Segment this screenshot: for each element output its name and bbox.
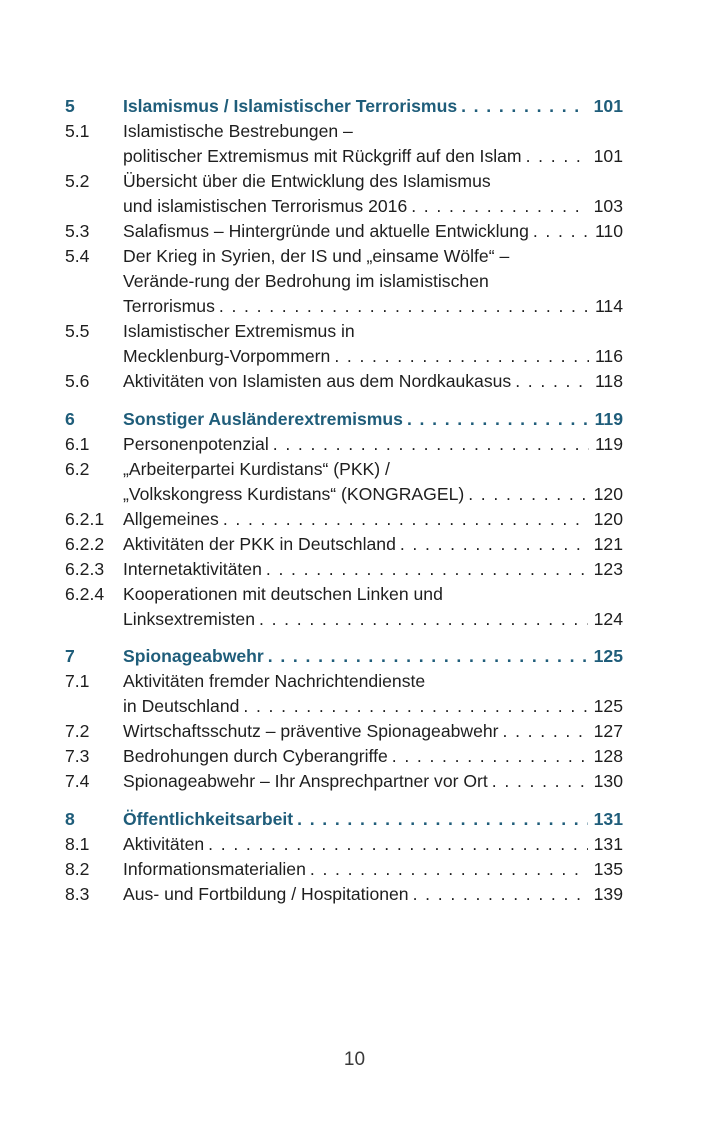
dot-leader xyxy=(269,432,589,457)
entry-number: 6.2.3 xyxy=(65,558,105,579)
toc-entry-line xyxy=(65,344,623,369)
entry-page: 127 xyxy=(593,721,623,742)
entry-text: Aktivitäten fremder Nachrichtendienste xyxy=(123,671,426,692)
entry-number: 6.2 xyxy=(65,458,90,479)
dot-leader xyxy=(255,607,588,632)
toc-entry-line xyxy=(65,169,623,194)
toc-section xyxy=(65,94,623,394)
toc-section xyxy=(65,644,623,794)
section-number: 8 xyxy=(65,808,75,829)
entry-number: 6.2.1 xyxy=(65,508,105,529)
toc-entry-line xyxy=(65,294,623,319)
dot-leader xyxy=(403,407,589,432)
entry-body xyxy=(123,669,623,694)
dot-leader xyxy=(511,369,589,394)
section-heading-body xyxy=(123,94,588,119)
section-heading-body xyxy=(123,644,588,669)
dot-leader xyxy=(529,219,589,244)
toc-entry-line xyxy=(65,269,623,294)
entry-body xyxy=(123,582,623,607)
entry-page: 131 xyxy=(593,833,623,854)
toc-section xyxy=(65,807,623,907)
dot-leader xyxy=(306,857,588,882)
section-number: 7 xyxy=(65,646,75,667)
entry-text: Allgemeines xyxy=(123,508,219,529)
entry-page: 121 xyxy=(593,533,623,554)
entry-text: und islamistischen Terrorismus 2016 xyxy=(123,196,408,216)
dot-leader xyxy=(264,644,588,669)
entry-number: 5.6 xyxy=(65,371,90,391)
toc-entry-line xyxy=(65,457,623,482)
entry-text: in Deutschland xyxy=(123,696,240,717)
table-of-contents xyxy=(65,94,623,919)
dot-leader xyxy=(499,719,588,744)
entry-text: Linksextremisten xyxy=(123,608,256,629)
entry-number: 8.1 xyxy=(65,833,90,854)
section-heading xyxy=(65,94,623,119)
toc-entry-line xyxy=(65,857,623,882)
entry-number: 5.5 xyxy=(65,321,90,341)
entry-page: 135 xyxy=(593,858,623,879)
dot-leader xyxy=(239,694,587,719)
entry-body xyxy=(123,482,588,507)
entry-body xyxy=(123,244,623,269)
dot-leader xyxy=(457,94,588,119)
entry-body xyxy=(123,457,623,482)
entry-number: 7.2 xyxy=(65,721,90,742)
entry-text: Mecklenburg-Vorpommern xyxy=(123,346,331,366)
entry-page: 118 xyxy=(594,371,623,391)
entry-number: 8.2 xyxy=(65,858,90,879)
entry-number: 8.3 xyxy=(65,883,90,904)
entry-text: Der Krieg in Syrien, der IS und „einsame Wölfe“ – xyxy=(123,246,510,266)
toc-entry-line xyxy=(65,432,623,457)
toc-entry-line xyxy=(65,882,623,907)
entry-text: „Volkskongress Kurdistans“ (KONGRAGEL) xyxy=(123,483,465,504)
entry-number: 7.3 xyxy=(65,746,90,767)
entry-text: Terrorismus xyxy=(123,296,215,316)
entry-text: politischer Extremismus mit Rückgriff auf den Islam xyxy=(123,146,522,166)
toc-entry-line xyxy=(65,669,623,694)
entry-text: Übersicht über die Entwicklung des Islamismus xyxy=(123,171,491,191)
section-heading xyxy=(65,644,623,669)
entry-text: Aktivitäten xyxy=(123,833,205,854)
section-heading xyxy=(65,407,623,432)
entry-number: 7.4 xyxy=(65,771,90,792)
section-page: 125 xyxy=(593,646,623,667)
entry-page: 130 xyxy=(593,771,623,792)
entry-text: Aus- und Fortbildung / Hospitationen xyxy=(123,883,409,904)
toc-entry-line xyxy=(65,244,623,269)
entry-text: Wirtschaftsschutz – präventive Spionageabwehr xyxy=(123,721,499,742)
entry-number: 5.3 xyxy=(65,221,90,241)
toc-entry-line xyxy=(65,119,623,144)
entry-page: 114 xyxy=(594,296,623,316)
entry-text: Islamistische Bestrebungen – xyxy=(123,121,353,141)
entry-body xyxy=(123,694,588,719)
toc-entry-line xyxy=(65,694,623,719)
toc-entry-line xyxy=(65,507,623,532)
toc-entry-line xyxy=(65,832,623,857)
entry-page: 139 xyxy=(593,883,623,904)
dot-leader xyxy=(464,482,587,507)
dot-leader xyxy=(409,882,588,907)
toc-entry-line xyxy=(65,369,623,394)
section-number: 5 xyxy=(65,96,75,116)
entry-body xyxy=(123,119,623,144)
dot-leader xyxy=(488,769,588,794)
toc-entry-line xyxy=(65,607,623,632)
dot-leader xyxy=(262,557,588,582)
toc-entry-line xyxy=(65,482,623,507)
entry-body xyxy=(123,169,623,194)
entry-body xyxy=(123,882,588,907)
toc-entry-line xyxy=(65,744,623,769)
section-heading xyxy=(65,807,623,832)
entry-page: 120 xyxy=(593,508,623,529)
entry-body xyxy=(123,294,589,319)
entry-body xyxy=(123,144,588,169)
entry-body xyxy=(123,432,589,457)
entry-number: 6.2.4 xyxy=(65,583,105,604)
entry-body xyxy=(123,607,588,632)
toc-entry-line xyxy=(65,557,623,582)
entry-text: Personenpotenzial xyxy=(123,433,269,454)
toc-entry-line xyxy=(65,582,623,607)
entry-body xyxy=(123,832,588,857)
entry-text: Islamistischer Extremismus in xyxy=(123,321,355,341)
entry-number: 5.1 xyxy=(65,121,90,141)
section-heading-body xyxy=(123,807,588,832)
entry-number: 5.4 xyxy=(65,246,90,266)
entry-body xyxy=(123,507,588,532)
dot-leader xyxy=(407,194,587,219)
toc-entry-line xyxy=(65,319,623,344)
dot-leader xyxy=(330,344,589,369)
entry-body xyxy=(123,269,623,294)
entry-number: 6.2.2 xyxy=(65,533,105,554)
toc-entry-line xyxy=(65,719,623,744)
entry-body xyxy=(123,557,588,582)
section-page: 131 xyxy=(593,808,623,829)
section-page: 101 xyxy=(593,96,623,116)
entry-text: Spionageabwehr – Ihr Ansprechpartner vor Ort xyxy=(123,771,488,792)
entry-text: Aktivitäten der PKK in Deutschland xyxy=(123,533,396,554)
entry-page: 119 xyxy=(594,433,623,454)
entry-text: Salafismus – Hintergründe und aktuelle Entwicklung xyxy=(123,221,529,241)
dot-leader xyxy=(215,294,589,319)
entry-body xyxy=(123,344,589,369)
entry-text: Verände-rung der Bedrohung im islamistischen xyxy=(123,271,489,291)
entry-body xyxy=(123,319,623,344)
section-title: Sonstiger Ausländerextremismus xyxy=(123,408,403,429)
toc-entry-line xyxy=(65,532,623,557)
dot-leader xyxy=(293,807,588,832)
entry-text: Informationsmaterialien xyxy=(123,858,306,879)
page-number: 10 xyxy=(343,1049,366,1070)
dot-leader xyxy=(396,532,588,557)
section-title: Islamismus / Islamistischer Terrorismus xyxy=(123,96,458,116)
entry-body xyxy=(123,744,588,769)
entry-page: 110 xyxy=(594,221,623,241)
entry-page: 125 xyxy=(593,696,623,717)
section-title: Öffentlichkeitsarbeit xyxy=(123,808,294,829)
entry-number: 7.1 xyxy=(65,671,90,692)
entry-body xyxy=(123,194,588,219)
dot-leader xyxy=(204,832,587,857)
entry-text: Bedrohungen durch Cyberangriffe xyxy=(123,746,388,767)
toc-section xyxy=(65,407,623,632)
entry-text: Kooperationen mit deutschen Linken und xyxy=(123,583,443,604)
dot-leader xyxy=(522,144,588,169)
dot-leader xyxy=(219,507,588,532)
section-title: Spionageabwehr xyxy=(123,646,264,667)
toc-entry-line xyxy=(65,219,623,244)
entry-text: Internetaktivitäten xyxy=(123,558,262,579)
entry-text: „Arbeiterpartei Kurdistans“ (PKK) / xyxy=(123,458,390,479)
dot-leader xyxy=(388,744,588,769)
entry-number: 5.2 xyxy=(65,171,90,191)
entry-body xyxy=(123,857,588,882)
section-page: 119 xyxy=(594,408,623,429)
section-number: 6 xyxy=(65,408,75,429)
entry-body xyxy=(123,369,589,394)
entry-body xyxy=(123,769,588,794)
section-heading-body xyxy=(123,407,589,432)
entry-page: 124 xyxy=(593,608,623,629)
entry-number: 6.1 xyxy=(65,433,90,454)
entry-text: Aktivitäten von Islamisten aus dem Nordkaukasus xyxy=(123,371,512,391)
entry-page: 116 xyxy=(594,346,623,366)
toc-entry-line xyxy=(65,194,623,219)
entry-body xyxy=(123,719,588,744)
toc-entry-line xyxy=(65,769,623,794)
entry-page: 123 xyxy=(593,558,623,579)
entry-page: 120 xyxy=(593,483,623,504)
toc-entry-line xyxy=(65,144,623,169)
entry-page: 128 xyxy=(593,746,623,767)
entry-body xyxy=(123,219,589,244)
entry-page: 103 xyxy=(593,196,623,216)
entry-body xyxy=(123,532,588,557)
entry-page: 101 xyxy=(593,146,623,166)
